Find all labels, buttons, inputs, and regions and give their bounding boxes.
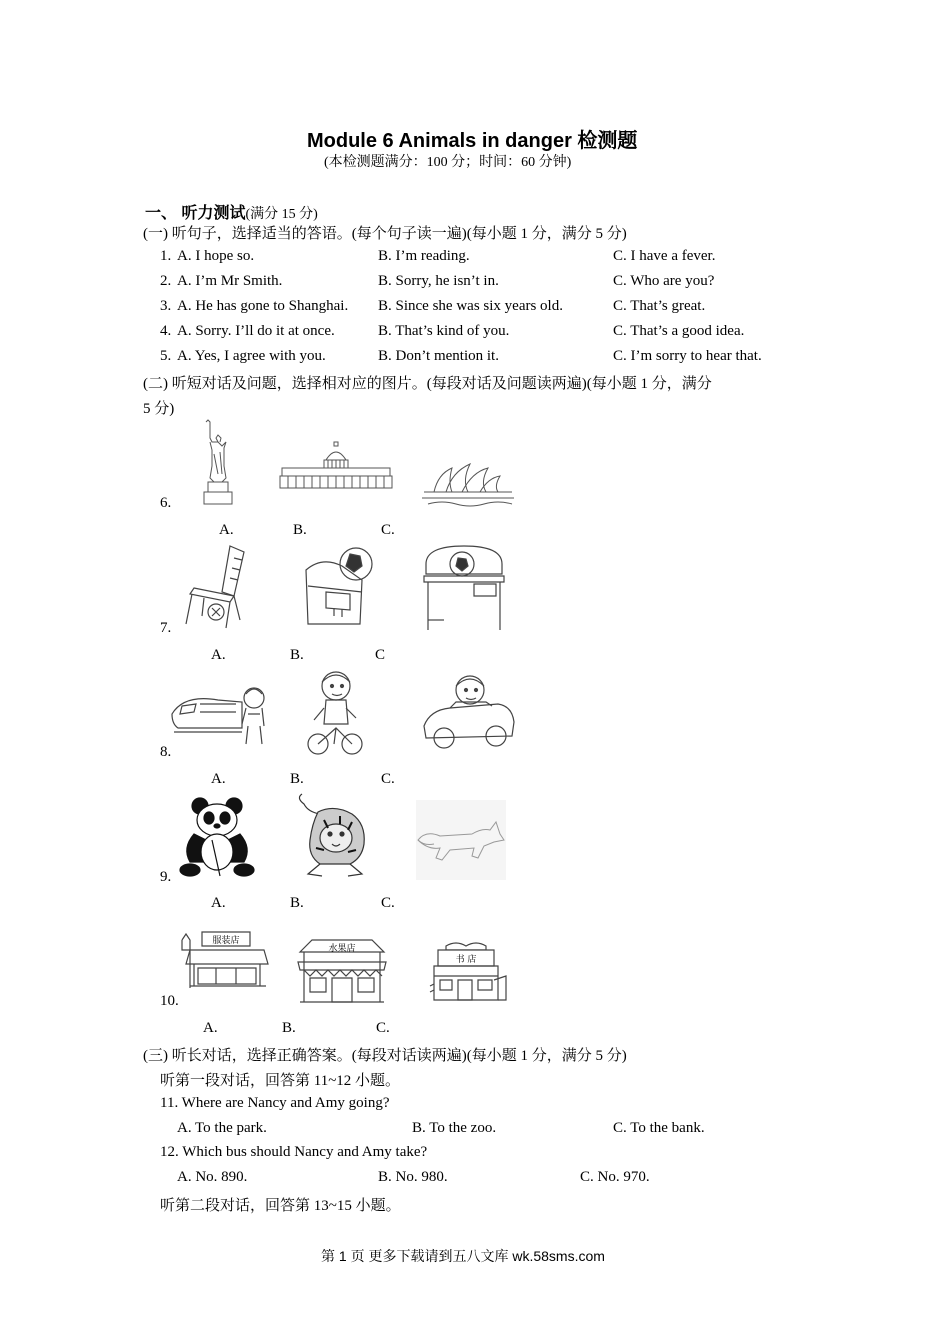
option-label: B.	[293, 522, 307, 538]
option-b: B. I’m reading.	[378, 248, 470, 264]
option-label: A.	[219, 522, 234, 538]
panda-image	[180, 796, 254, 878]
section-heading-text: 一、 听力测试	[145, 205, 246, 222]
option-b: B. That’s kind of you.	[378, 323, 510, 339]
boy-with-train-image	[170, 684, 266, 746]
section-heading	[145, 200, 318, 223]
boy-in-car-image	[420, 672, 516, 754]
option-b: B. Don’t mention it.	[378, 348, 499, 364]
dialog1-instruction: 听第一段对话，回答第 11~12 小题。	[160, 1073, 401, 1089]
dialog2-instruction: 听第二段对话，回答第 13~15 小题。	[160, 1198, 401, 1214]
part3-instruction: (三) 听长对话，选择正确答案。(每段对话读两遍)(每小题 1 分，满分 5 分)	[143, 1048, 627, 1064]
option-label: C.	[381, 895, 395, 911]
capitol-building-image	[280, 440, 392, 492]
option-label: A.	[203, 1020, 218, 1036]
ball-under-chair-image	[184, 544, 254, 630]
item-number: 8.	[160, 744, 172, 760]
fruit-store-image	[296, 936, 388, 1006]
option-a: A. No. 890.	[177, 1169, 248, 1185]
ball-on-bag-image	[298, 546, 380, 630]
option-c: C. I have a fever.	[613, 248, 716, 264]
option-label: A.	[211, 895, 226, 911]
part1-instruction: (一) 听句子，选择适当的答语。(每个句子读一遍)(每小题 1 分，满分 5 分)	[143, 226, 627, 242]
item-number: 6.	[160, 495, 172, 511]
option-label: A.	[211, 771, 226, 787]
item-number: 10.	[160, 993, 179, 1009]
option-label: C.	[381, 522, 395, 538]
option-b: B. Sorry, he isn’t in.	[378, 273, 499, 289]
option-a: A. I hope so.	[177, 248, 255, 264]
part2-instruction-cont: 5 分)	[143, 401, 175, 417]
boy-on-bike-image	[306, 668, 364, 756]
page-footer: 第 1 页 更多下载请到五八文库 wk.58sms.com	[321, 1248, 605, 1264]
option-c: C. No. 970.	[580, 1169, 650, 1185]
statue-of-liberty-image	[198, 418, 238, 508]
option-c: C. Who are you?	[613, 273, 715, 289]
tiger-image	[294, 792, 376, 880]
question-number: 1.	[160, 248, 172, 264]
fox-image	[416, 800, 506, 880]
bookstore-image	[428, 940, 508, 1004]
option-a: A. He has gone to Shanghai.	[177, 298, 349, 314]
clothing-store-image	[180, 930, 268, 990]
option-label: C.	[376, 1020, 390, 1036]
page-subtitle: (本检测题满分：100 分；时间：60 分钟)	[324, 155, 572, 170]
item-number: 7.	[160, 620, 172, 636]
ball-on-desk-image	[424, 544, 504, 632]
option-a: A. To the park.	[177, 1120, 267, 1136]
option-b: B. Since she was six years old.	[378, 298, 563, 314]
option-a: A. Sorry. I’ll do it at once.	[177, 323, 335, 339]
question-12: 12. Which bus should Nancy and Amy take?	[160, 1144, 428, 1160]
item-number: 9.	[160, 869, 172, 885]
option-label: A.	[211, 647, 226, 663]
option-c: C. That’s great.	[613, 298, 706, 314]
question-11: 11. Where are Nancy and Amy going?	[160, 1095, 390, 1111]
option-a: A. I’m Mr Smith.	[177, 273, 283, 289]
option-label: B.	[290, 647, 304, 663]
clothing-store-sign: 服装店	[212, 936, 240, 946]
option-b: B. No. 980.	[378, 1169, 448, 1185]
option-label: B.	[290, 771, 304, 787]
option-c: C. To the bank.	[613, 1120, 705, 1136]
bookstore-sign: 书 店	[455, 955, 477, 965]
part2-instruction: (二) 听短对话及问题，选择相对应的图片。(每段对话及问题读两遍)(每小题 1 分，满分	[143, 376, 712, 392]
question-number: 2.	[160, 273, 172, 289]
option-c: C. That’s a good idea.	[613, 323, 745, 339]
sydney-opera-house-image	[422, 460, 514, 512]
option-label: B.	[290, 895, 304, 911]
option-a: A. Yes, I agree with you.	[177, 348, 326, 364]
option-label: C	[375, 647, 386, 663]
page-title: Module 6 Animals in danger 检测题	[307, 130, 638, 152]
section-heading-note: (满分 15 分)	[245, 207, 318, 222]
option-b: B. To the zoo.	[412, 1120, 497, 1136]
question-number: 5.	[160, 348, 172, 364]
option-c: C. I’m sorry to hear that.	[613, 348, 762, 364]
option-label: C.	[381, 771, 395, 787]
fruit-store-sign: 水果店	[328, 944, 356, 954]
option-label: B.	[282, 1020, 296, 1036]
question-number: 3.	[160, 298, 172, 314]
question-number: 4.	[160, 323, 172, 339]
